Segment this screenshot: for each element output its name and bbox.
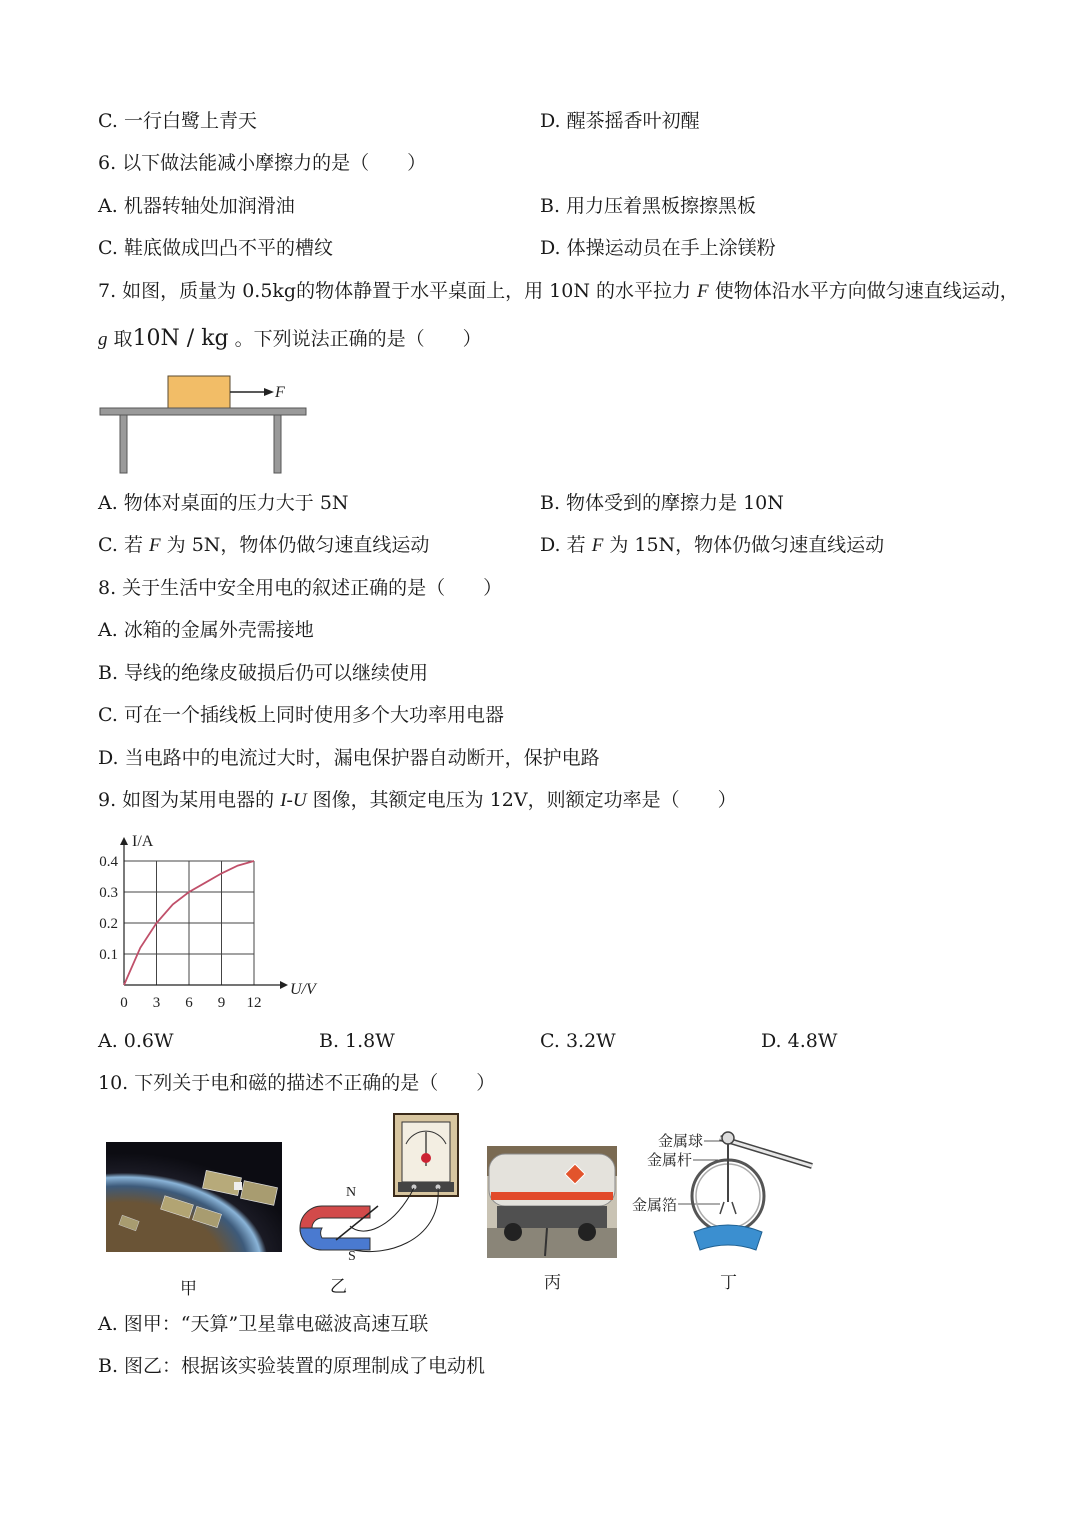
q7-stem-line2	[98, 327, 482, 352]
y-tick-label: 0.4	[99, 854, 118, 870]
caption-ding: 丁	[720, 1273, 737, 1293]
q7-stem-part1: 7. 如图，质量为 0.5kg的物体静置于水平桌面上，用 10N 的水平拉力	[98, 280, 691, 302]
y-axis-arrow-icon	[120, 837, 128, 845]
metal-rod-label: 金属杆	[647, 1151, 693, 1169]
q8-option-b: B. 导线的绝缘皮破损后仍可以继续使用	[98, 662, 429, 684]
q8-option-d: D. 当电路中的电流过大时，漏电保护器自动断开，保护电路	[98, 747, 600, 769]
x-axis-label: U/V	[290, 981, 316, 998]
q9-stem: 9. 如图为某用电器的 I-U 图像，其额定电压为 12V，则额定功率是（ ）	[98, 789, 737, 811]
x-tick-label: 0	[120, 995, 128, 1011]
q6-option-b: B. 用力压着黑板擦擦黑板	[540, 195, 757, 217]
q7-stem-part4: 。下列说法正确的是（ ）	[234, 328, 482, 350]
q6-option-c: C. 鞋底做成凹凸不平的槽纹	[98, 237, 333, 259]
galvanometer-figure	[292, 1110, 468, 1270]
q9-option-a: A. 0.6W	[98, 1030, 174, 1052]
x-tick-label: 12	[246, 995, 262, 1011]
q6-option-a: A. 机器转轴处加润滑油	[98, 195, 295, 217]
caption-jia: 甲	[180, 1279, 197, 1299]
iu-chart	[92, 828, 332, 1018]
q10-option-b: B. 图乙：根据该实验装置的原理制成了电动机	[98, 1355, 486, 1377]
y-tick-label: 0.2	[99, 916, 118, 932]
y-tick-label: 0.1	[99, 947, 118, 963]
horseshoe-magnet-icon	[300, 1206, 370, 1250]
q7-option-c: C. 若 F 为 5N，物体仍做匀速直线运动	[98, 534, 430, 556]
q7-option-a: A. 物体对桌面的压力大于 5N	[98, 492, 349, 514]
g-symbol: g	[98, 329, 108, 350]
q7-stem-part3: 取	[113, 328, 133, 350]
q7-option-b: B. 物体受到的摩擦力是 10N	[540, 492, 784, 514]
q7-stem-line1	[98, 279, 1019, 304]
q8-stem: 8. 关于生活中安全用电的叙述正确的是（ ）	[98, 577, 503, 599]
x-axis-arrow-icon	[280, 981, 288, 989]
q10-stem: 10. 下列关于电和磁的描述不正确的是（ ）	[98, 1072, 496, 1094]
table-top	[100, 408, 306, 415]
electroscope-icon	[692, 1132, 812, 1250]
g-value: 10N / kg	[132, 326, 229, 351]
table-leg-right	[274, 415, 281, 473]
q9-option-b: B. 1.8W	[319, 1030, 395, 1052]
north-pole-label: N	[346, 1185, 357, 1200]
q9-option-d: D. 4.8W	[761, 1030, 838, 1052]
x-tick-label: 9	[217, 995, 226, 1011]
q9-option-c: C. 3.2W	[540, 1030, 616, 1052]
q8-option-a: A. 冰箱的金属外壳需接地	[98, 619, 314, 641]
tanker-truck-photo	[487, 1146, 617, 1258]
south-pole-label: S	[348, 1249, 356, 1264]
force-symbol: F	[697, 281, 709, 302]
x-tick-label: 3	[152, 995, 161, 1011]
metal-ball-label: 金属球	[658, 1132, 704, 1150]
force-arrow-head	[264, 388, 274, 396]
q10-option-a: A. 图甲：“天算”卫星靠电磁波高速互联	[98, 1313, 429, 1335]
caption-bing: 丙	[544, 1273, 561, 1293]
table-leg-left	[120, 415, 127, 473]
q5-option-c: C. 一行白鹭上青天	[98, 110, 257, 132]
q7-stem-part2: 使物体沿水平方向做匀速直线运动，	[714, 280, 1019, 302]
caption-yi: 乙	[330, 1277, 347, 1297]
y-tick-label: 0.3	[99, 885, 118, 901]
metal-foil-label: 金属箔	[632, 1196, 678, 1214]
iu-symbol: I-U	[280, 790, 307, 811]
q7-option-d: D. 若 F 为 15N，物体仍做匀速直线运动	[540, 534, 885, 556]
q6-option-d: D. 体操运动员在手上涂镁粉	[540, 237, 776, 259]
block	[168, 376, 230, 408]
satellite-photo	[106, 1142, 282, 1252]
electroscope-figure	[628, 1128, 818, 1260]
table-figure	[96, 370, 316, 478]
q8-option-c: C. 可在一个插线板上同时使用多个大功率用电器	[98, 704, 504, 726]
y-axis-label: I/A	[132, 833, 154, 850]
q5-option-d: D. 醒茶摇香叶初醒	[540, 110, 700, 132]
force-label: F	[275, 384, 285, 401]
x-tick-label: 6	[185, 995, 193, 1011]
q6-stem: 6. 以下做法能减小摩擦力的是（ ）	[98, 152, 427, 174]
stand-icon	[694, 1225, 762, 1250]
